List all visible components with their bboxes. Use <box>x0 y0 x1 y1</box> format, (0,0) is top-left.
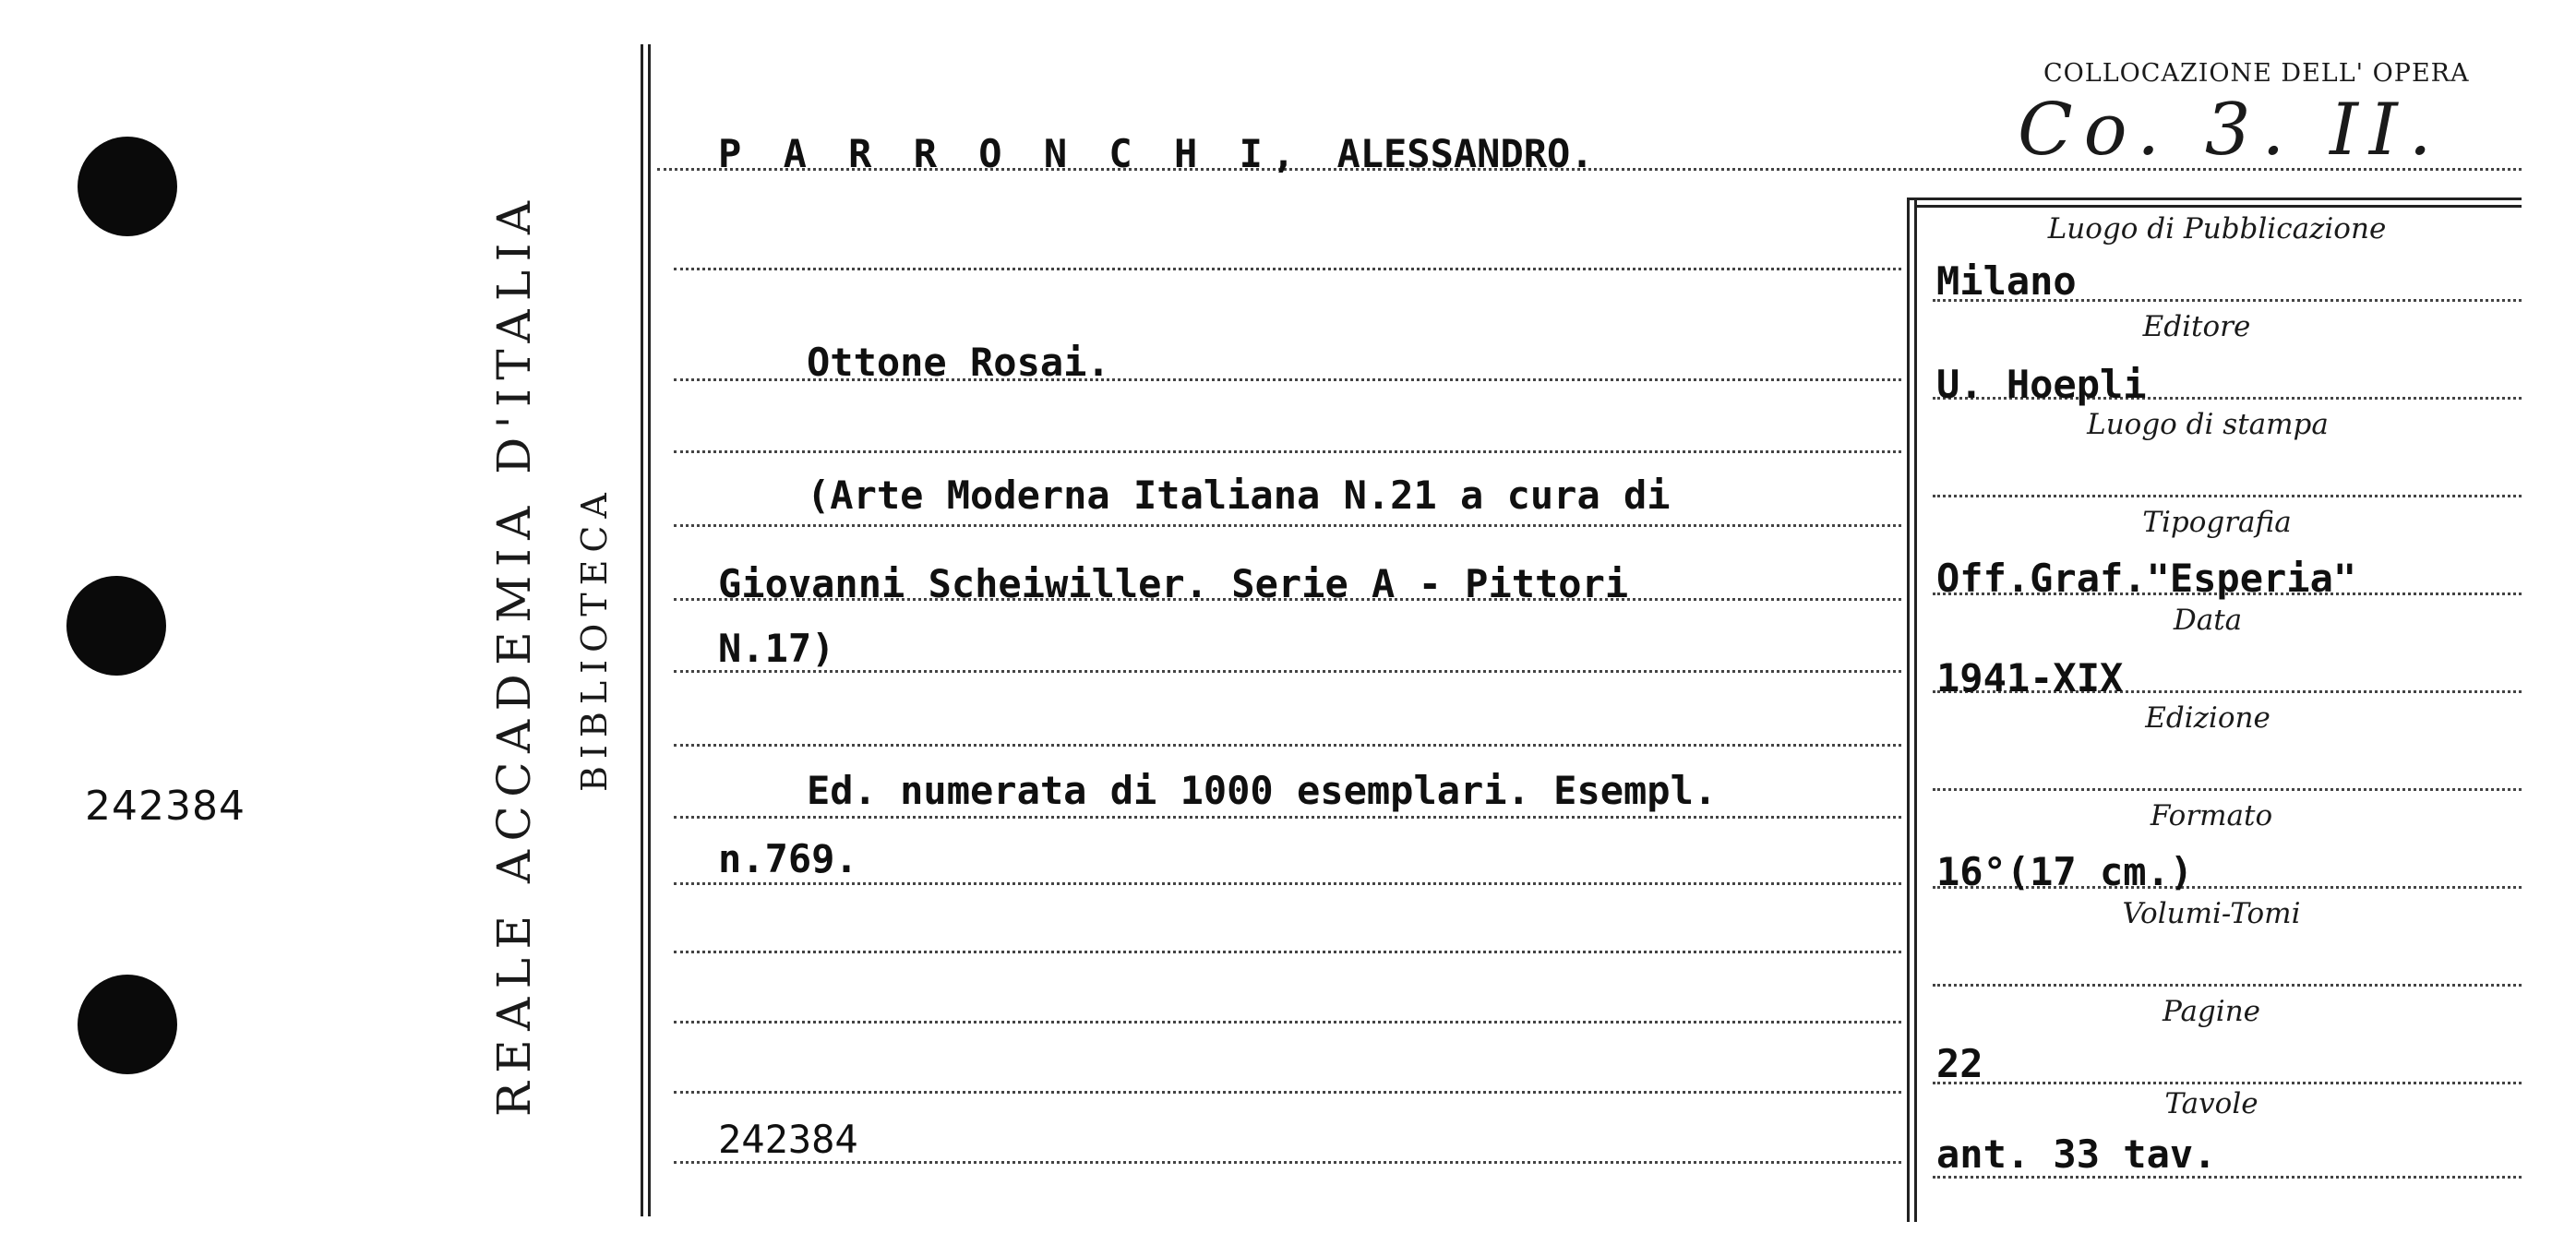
rule-line <box>674 744 1901 747</box>
field-rule-line <box>1933 984 2522 987</box>
rule-line <box>674 268 1901 270</box>
field-value-luogo-pubblicazione: Milano <box>1936 258 2077 304</box>
series-line-3: N.17) <box>718 626 835 671</box>
field-label-luogo-stampa: Luogo di stampa <box>2087 408 2329 441</box>
rule-line <box>674 1021 1901 1024</box>
author-surname: P A R R O N C H I, <box>718 131 1305 176</box>
field-label-tavole: Tavole <box>2164 1087 2258 1120</box>
punch-hole-top <box>78 137 177 236</box>
field-rule-line <box>1933 1082 2522 1084</box>
author-given-name: ALESSANDRO. <box>1336 131 1594 176</box>
field-value-data: 1941-XIX <box>1936 655 2124 700</box>
rule-line <box>674 524 1901 527</box>
shelfmark-label: COLLOCAZIONE DELL' OPERA <box>2043 59 2470 88</box>
field-label-formato: Formato <box>2150 799 2273 832</box>
left-border-line-inner <box>648 44 651 1216</box>
field-value-tavole: ant. 33 tav. <box>1936 1131 2217 1177</box>
shelfmark-value: Co. 3. II. <box>2018 89 2443 172</box>
institution-name: REALE ACCADEMIA D'ITALIA <box>487 192 541 1117</box>
field-label-tipografia: Tipografia <box>2142 506 2292 539</box>
left-border-line <box>641 44 643 1216</box>
author-heading <box>718 131 1594 176</box>
field-label-editore: Editore <box>2142 310 2251 343</box>
punch-hole-middle <box>66 576 166 676</box>
right-panel-top-line <box>1907 198 2522 200</box>
series-line-2: Giovanni Scheiwiller. Serie A - Pittori <box>718 561 1629 606</box>
right-panel-top-line-inner <box>1914 205 2522 208</box>
field-value-formato: 16°(17 cm.) <box>1936 849 2194 894</box>
series-line-1: (Arte Moderna Italiana N.21 a cura di <box>807 473 1671 518</box>
field-label-volumi-tomi: Volumi-Tomi <box>2122 897 2301 930</box>
note-line-2: n.769. <box>718 836 858 881</box>
field-value-tipografia: Off.Graf."Esperia" <box>1936 556 2357 601</box>
right-panel-border <box>1907 198 1910 1222</box>
accession-number-bottom: 242384 <box>718 1117 858 1162</box>
rule-line <box>674 1091 1901 1094</box>
rule-line <box>674 951 1901 953</box>
field-value-pagine: 22 <box>1936 1041 1983 1086</box>
field-rule-line <box>1933 495 2522 497</box>
field-label-data: Data <box>2173 604 2243 637</box>
right-panel-border-inner <box>1914 198 1917 1222</box>
accession-number-side: 242384 <box>85 783 246 830</box>
library-name: BIBLIOTECA <box>574 485 615 792</box>
field-label-edizione: Edizione <box>2145 701 2270 735</box>
rule-line <box>674 450 1901 453</box>
punch-hole-bottom <box>78 975 177 1074</box>
field-label-pagine: Pagine <box>2162 995 2261 1028</box>
field-rule-line <box>1933 788 2522 791</box>
rule-line <box>674 882 1901 885</box>
title-line: Ottone Rosai. <box>807 340 1110 385</box>
rule-line <box>674 816 1901 819</box>
note-line-1: Ed. numerata di 1000 esemplari. Esempl. <box>807 768 1718 813</box>
field-value-editore: U. Hoepli <box>1936 362 2147 407</box>
field-label-luogo-pubblicazione: Luogo di Pubblicazione <box>2047 212 2387 245</box>
rule-line <box>674 670 1901 673</box>
